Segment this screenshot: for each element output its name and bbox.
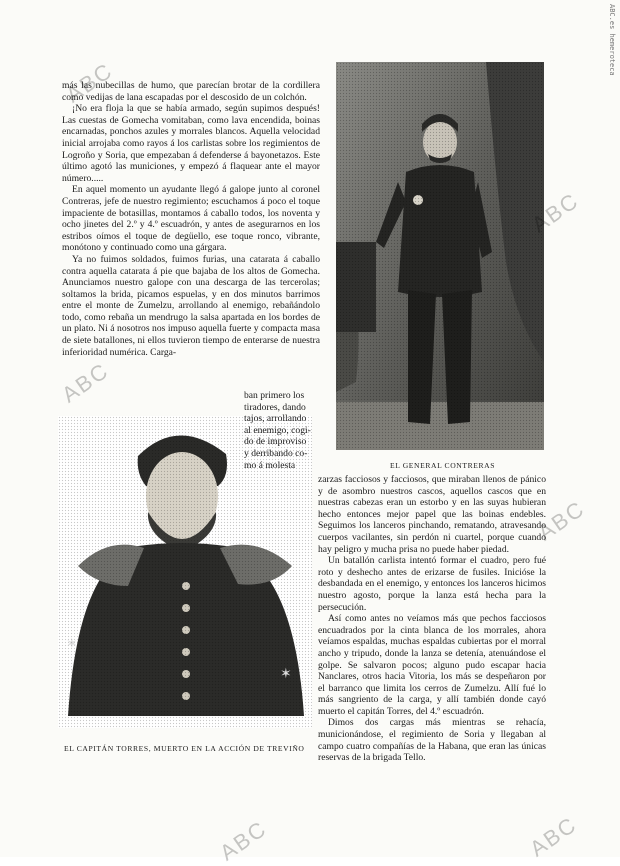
wrap-line: do de improviso <box>244 436 307 448</box>
wrap-line: tajos, arrollando <box>244 413 307 425</box>
wrap-line: al enemigo, cogi- <box>244 424 311 436</box>
paragraph: más las nubecillas de humo, que parecían brotar de la cordillera como vedijas de lana escapadas por el descosido de un colchón. <box>62 80 320 103</box>
abc-watermark: ABC <box>525 811 582 862</box>
article-wrap-column <box>244 390 320 471</box>
wrap-line: y derribando co- <box>244 447 308 459</box>
wrap-line: tiradores, dando <box>244 401 306 413</box>
paragraph: ¡No era floja la que se había armado, según supimos después! Las cuestas de Gomecha vomitaban, como lava encendida, boinas encarnadas, ponchos azules y morrales blancos. Aquella velocidad inicial arrojaba como rayos á los carlistas sobre los regimientos de Logroño y Soria, que empezaban á defenderse á bayonetazos. Este último agotó las municiones, y empezó á flaquear ante el mayor número..... <box>62 103 320 184</box>
article-left-column <box>62 80 320 358</box>
article-right-column <box>318 474 546 764</box>
paragraph: Ya no fuimos soldados, fuimos furias, una catarata á caballo contra aquella catarata á pie que bajaba de los altos de Gomecha. Anunciamos nuestro galope con una descarga de las tercerolas; soltamos la brida, picamos espuelas, y en dos minutos barrimos entre el monte de Zumelzu, arrollando al enemigo, rebañándolo todo, como rebaña un mendrugo la salsa apartada en los bordes de un plato. Ni á nosotros nos impuso aquella fuerte y compacta masa de siete batallones, ni ellos tuvieron tiempo de enterarse de nuestra inferioridad numérica. Carga- <box>62 253 320 358</box>
paragraph: En aquel momento un ayudante llegó á galope junto al coronel Contreras, jefe de nuestro regimiento; escuchamos á poco el toque impaciente de botasillas, montamos á caballo todos, los noventa y ocho jinetes del 2.º y 4.º escuadrón, y antes de asegurarnos en los estribos oímos el toque de degüello, ese toque ronco, vibrante, monótono y continuado como una gárgara. <box>62 184 320 254</box>
wrap-line: mo á molesta <box>244 459 296 471</box>
paragraph: Un batallón carlista intentó formar el cuadro, pero fué roto y deshecho antes de erizarse de fusiles. Inicióse la desbandada en el enemigo, y entonces los lanceros hicimos nuestro agosto, porque la lanza está hecha para la persecución. <box>318 555 546 613</box>
abc-watermark: ABC <box>215 815 272 866</box>
general-portrait-image <box>336 62 544 450</box>
wrap-line: ban primero los <box>244 390 305 401</box>
paragraph: Dimos dos cargas más mientras se rehacía, municionándose, el regimiento de Soria y llegaban al campo cuatro compañías de la Habana, que eran las únicas reservas de la brigada Tello. <box>318 717 546 764</box>
paragraph: zarzas facciosos y facciosos, que miraban llenos de pánico y de asombro nuestros cascos, aquellos cascos que en nuestras cabezas eran un estorbo y en las suyas hubieran hecho entonces mejor papel que las boinas endebles. Seguimos los lanceros pinchando, rematando, atravesando cuerpos vacilantes, sin perdón ni cuartel, porque cuando hay peligro y mucha prisa no puede haber piedad. <box>318 474 546 555</box>
abc-watermark: ABC <box>527 187 584 238</box>
abc-watermark: ABC <box>61 57 118 108</box>
abc-watermark: ABC <box>57 357 114 408</box>
abc-watermark: ABC <box>533 495 590 546</box>
general-contreras-photo <box>336 62 544 450</box>
caption-general: EL GENERAL CONTRERAS <box>390 461 496 470</box>
caption-captain: EL CAPITÁN TORRES, MUERTO EN LA ACCIÓN DE TREVIÑO <box>64 744 305 753</box>
paragraph: Así como antes no veíamos más que pechos facciosos encuadrados por la cinta blanca de los morrales, ahora veíamos espaldas, muchas espaldas cubiertas por el morral ancho y tripudo, donde la lanza se detenía, atenuándose el golpe. Se salvaron pocos; alguno pudo escapar hacia Nanclares, otros hacia Vitoria, los más se despeñaron por el barranco que limita los cerros de Zumelzu. Allí fué lo más sangriento de la carga, y allí también donde cayó muerto el capitán Torres, del 4.º escuadrón. <box>318 613 546 717</box>
corner-stamp: ABC.es hemeroteca <box>608 4 616 76</box>
